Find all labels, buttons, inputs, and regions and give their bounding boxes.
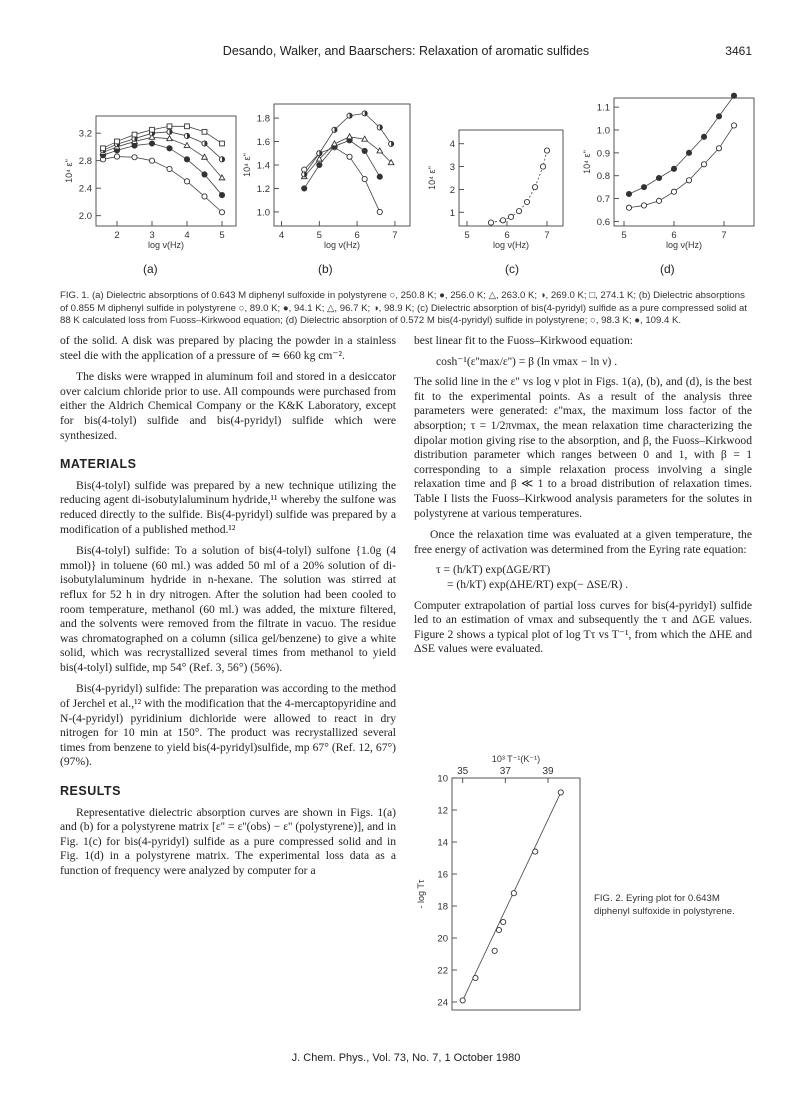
left-column	[60, 334, 396, 879]
data-point-1-6	[202, 172, 207, 177]
data-point-1-5	[701, 134, 706, 139]
data-point-4-1	[115, 139, 120, 144]
data-point-1-0	[302, 186, 307, 191]
x-tick-label: 4	[184, 230, 190, 241]
data-point-0-7	[731, 123, 736, 128]
data-point-0-5	[532, 185, 537, 190]
y-axis-label: 10⁴ ε''	[427, 166, 437, 190]
data-point-0-5	[184, 179, 189, 184]
plot-frame	[459, 130, 563, 226]
fig1a-plot	[62, 108, 242, 263]
data-point-0-4	[501, 919, 506, 924]
x-tick-label: 6	[504, 230, 510, 241]
left-p4: Bis(4-tolyl) sulfide: To a solution of bis(4-tolyl) sulfone {1.0g (4 mmol)} in toluene (60 ml.) was added 50 ml of a 20% solution of di-isobutylaluminum hydride in n-hexane. The solution was stirred at reflux for 52 h in dry nitrogen. After the solution had been cooled to room temperature, methanol (60 ml.) was added, the mixture filtered, and the solvents were removed from the filtrate in vacuo. The residue was chromatographed on a column (silica gel/benzene) to give a white solid, which was recrystallized several times from methanol to yield bis(4-tolyl) sulfide, mp 54° (Ref. 3, 56°) (56%).	[60, 544, 396, 674]
data-point-0-5	[701, 162, 706, 167]
data-point-0-3	[347, 154, 352, 159]
y-tick-label: 2.4	[78, 183, 92, 195]
data-point-0-3	[149, 158, 154, 163]
x-tick-label: 5	[219, 230, 225, 241]
y-axis-label: 10⁴ ε''	[64, 159, 74, 183]
x-tick-label: 6	[354, 230, 360, 241]
y-tick-label: 20	[437, 933, 448, 945]
plot-frame	[96, 116, 236, 226]
y-axis-label: - log Tτ	[416, 879, 426, 909]
x-axis-label: log ν(Hz)	[147, 240, 185, 250]
data-point-0-2	[492, 948, 497, 953]
x-tick-label: 5	[316, 230, 322, 241]
eyring-equation-2: = (h/kT) exp(ΔHE/RT) exp(− ΔSE/R) .	[447, 577, 629, 591]
data-point-1-0	[626, 191, 631, 196]
data-point-4-2	[132, 132, 137, 137]
data-point-0-6	[202, 194, 207, 199]
data-point-0-3	[671, 189, 676, 194]
y-tick-label: 4	[449, 139, 455, 151]
data-point-4-6	[202, 129, 207, 134]
data-point-0-3	[496, 927, 501, 932]
fuoss-kirkwood-equation: cosh⁻¹(ε''max/ε'') = β (ln νmax − ln ν) .	[436, 354, 618, 368]
data-point-0-7	[544, 148, 549, 153]
data-point-0-3	[516, 209, 521, 214]
data-point-4-4	[167, 124, 172, 129]
y-tick-label: 14	[437, 837, 448, 849]
y-tick-label: 0.9	[596, 148, 610, 160]
data-point-1-1	[641, 185, 646, 190]
data-point-0-2	[656, 198, 661, 203]
data-point-0-0	[626, 205, 631, 210]
y-tick-label: 0.8	[596, 171, 610, 183]
running-header	[0, 44, 812, 64]
y-tick-label: 1.2	[256, 183, 270, 195]
right-p4: Computer extrapolation of partial loss curves for bis(4-pyridyl) sulfide led to an estimation of νmax and subsequently the τ and ΔGE values. Figure 2 shows a typical plot of log Tτ vs T⁻¹, from which the ΔHE and ΔSE values were evaluated.	[414, 598, 752, 656]
data-point-0-6	[540, 164, 545, 169]
data-point-0-4	[167, 166, 172, 171]
data-point-0-1	[500, 218, 505, 223]
left-p1: of the solid. A disk was prepared by placing the powder in a stainless steel die with the application of a pressure of ≃ 660 kg cm⁻².	[60, 334, 396, 362]
fig1c-label: (c)	[505, 262, 519, 276]
data-point-0-4	[362, 176, 367, 181]
y-tick-label: 1	[449, 207, 455, 219]
x-axis-label: log ν(Hz)	[492, 240, 530, 250]
data-point-1-1	[317, 162, 322, 167]
data-point-0-4	[524, 199, 529, 204]
materials-heading: MATERIALS	[60, 457, 137, 472]
x-tick-label: 7	[392, 230, 398, 241]
x-tick-label: 7	[721, 230, 727, 241]
page-number: 3461	[725, 44, 752, 58]
data-point-0-6	[716, 146, 721, 151]
x-tick-label: 5	[464, 230, 470, 241]
fig1-caption: FIG. 1. (a) Dielectric absorptions of 0.643 M diphenyl sulfoxide in polystyrene ○, 250.8 K; ●, 256.0 K; △, 263.0 K; ◑, 269.0 K; □, 274.1 K; (b) Dielectric absorptions of 0.855 M diphenyl sulfide in polystyrene ○, 89.0 K; ●, 94.1 K; △, 96.7 K; ◑, 98.9 K; (c) Dielectric absorption of bis(4-pyridyl) sulfide as a pure compressed solid at 88 K calculated loss from Fuoss–Kirkwood equation; (d) Dielectric absorption of 0.572 M bis(4-pyridyl) sulfide in polystyrene; ○, 98.3 K; ●, 109.4 K.	[60, 290, 748, 327]
x-tick-label: 5	[621, 230, 627, 241]
right-p2: The solid line in the ε'' vs log ν plot in Figs. 1(a), (b), and (d), is the best fit to the experimental points. As a result of the analysis three parameters were generated: ε''max, the maximum loss factor of the absorption; τ = 1/2πνmax, the mean relaxation time characterizing the dipolar motion giving rise to the absorption, and β, the Fuoss–Kirkwood distribution parameter which ranges between 0 and 1, with β = 1 corresponding to a simple relaxation process involving a single relaxation time and β ≪ 1 to a broad distribution of relaxation times. Table I lists the Fuoss–Kirkwood analysis parameters for the solutes in polystyrene at various temperatures.	[414, 375, 752, 520]
data-point-0-5	[377, 209, 382, 214]
series-line-1	[629, 96, 734, 194]
data-point-1-4	[362, 148, 367, 153]
data-point-0-2	[132, 155, 137, 160]
left-p3: Bis(4-tolyl) sulfide was prepared by a new technique utilizing the reducing agent di-isobutylaluminum hydride,¹¹ whereby the sulfone was reduced directly to the sulfide. Bis(4-pyridyl) sulfide was prepared by a modification of a published method.¹²	[60, 478, 396, 536]
data-point-0-6	[533, 849, 538, 854]
right-column	[414, 334, 752, 657]
fig1c-plot	[425, 122, 570, 263]
fig1b-label: (b)	[318, 262, 333, 276]
y-tick-label: 18	[437, 901, 448, 913]
y-tick-label: 10	[437, 773, 448, 785]
data-point-1-3	[671, 166, 676, 171]
data-point-0-7	[219, 210, 224, 215]
data-point-1-7	[219, 192, 224, 197]
fig2-caption: FIG. 2. Eyring plot for 0.643M diphenyl sulfoxide in polystyrene.	[594, 893, 735, 917]
fig1d-plot	[580, 90, 760, 263]
journal-footer: J. Chem. Phys., Vol. 73, No. 7, 1 October 1980	[291, 1052, 521, 1064]
data-point-2-3	[347, 134, 353, 139]
y-tick-label: 0.7	[596, 194, 610, 206]
y-tick-label: 22	[437, 965, 448, 977]
data-point-1-5	[184, 157, 189, 162]
series-line-0	[103, 157, 222, 213]
y-tick-label: 3.2	[78, 128, 92, 140]
y-tick-label: 2	[449, 184, 455, 196]
data-point-1-4	[686, 150, 691, 155]
results-heading: RESULTS	[60, 784, 121, 799]
x-tick-label: 2	[114, 230, 120, 241]
left-p6: Representative dielectric absorption curves are shown in Figs. 1(a) and (b) for a polystyrene matrix [ε'' = ε''(obs) − ε'' (polystyrene)], and in Fig. 1(c) for bis(4-pyridyl) sulfide as a pure compressed solid and in Fig. 1(d) in a polystyrene matrix. The experimental loss data as a function of frequency were analyzed by computer for a	[60, 805, 396, 877]
x-tick-label: 4	[278, 230, 285, 241]
x-tick-label: 35	[457, 766, 469, 777]
fig1d-label: (d)	[660, 262, 675, 276]
x-axis-label: 10³ T⁻¹(K⁻¹)	[491, 754, 541, 764]
fig1a-label: (a)	[143, 262, 158, 276]
y-tick-label: 2.0	[78, 211, 92, 223]
data-point-4-5	[185, 124, 190, 129]
x-tick-label: 39	[542, 766, 554, 777]
x-tick-label: 37	[499, 766, 511, 777]
data-point-1-2	[656, 175, 661, 180]
data-point-1-4	[167, 146, 172, 151]
data-point-0-0	[460, 998, 465, 1003]
y-tick-label: 1.8	[256, 113, 270, 125]
eyring-equation-1: τ = (h/kT) exp(ΔGE/RT)	[436, 563, 551, 577]
y-axis-label: 10⁴ ε''	[242, 153, 252, 177]
y-tick-label: 1.0	[256, 207, 270, 219]
data-point-0-4	[686, 178, 691, 183]
left-p2: The disks were wrapped in aluminum foil and stored in a desiccator over calcium chloride prior to use. All compounds were purchased from either the Aldrich Chemical Company or the K&K Laboratory, except for bis(4-tolyl) sulfide and bis(4-pyridyl) sulfide which were synthesized.	[60, 370, 396, 442]
data-point-0-0	[488, 220, 493, 225]
data-point-0-2	[508, 214, 513, 219]
data-point-0-5	[511, 891, 516, 896]
data-point-1-3	[149, 141, 154, 146]
fig2-plot	[412, 748, 587, 1024]
y-tick-label: 1.1	[596, 102, 610, 114]
y-tick-label: 3	[449, 162, 455, 174]
data-point-4-7	[220, 141, 225, 146]
data-point-2-6	[202, 154, 208, 159]
data-point-1-7	[731, 93, 736, 98]
right-p1: best linear fit to the Fuoss–Kirkwood equation:	[414, 334, 633, 347]
y-tick-label: 12	[437, 805, 448, 817]
x-tick-label: 6	[671, 230, 677, 241]
fig1b-plot	[240, 96, 415, 263]
data-point-0-1	[114, 154, 119, 159]
y-tick-label: 1.0	[596, 125, 610, 137]
series-line-0	[629, 125, 734, 207]
data-point-0-1	[473, 975, 478, 980]
y-tick-label: 1.6	[256, 137, 270, 149]
left-p5: Bis(4-pyridyl) sulfide: The preparation was according to the method of Jerchel et al.,¹² with the modification that the 4-mercaptopyridine and N-(4-pyridyl) pyridinium dichloride were allowed to react in dry nitrogen for 10 min at 150°. The product was recrystallized several times from benzene to yield bis(4-pyridyl)sulfide, mp 67° (Ref. 12, 67°) (97%).	[60, 682, 396, 769]
x-tick-label: 3	[149, 230, 155, 241]
data-point-4-3	[150, 127, 155, 132]
data-point-0-7	[558, 790, 563, 795]
data-point-1-6	[716, 114, 721, 119]
x-tick-label: 7	[544, 230, 550, 241]
data-point-0-1	[641, 203, 646, 208]
y-axis-label: 10⁴ ε''	[582, 150, 592, 174]
series-line-0	[463, 792, 561, 1000]
series-line-1	[103, 144, 222, 196]
data-point-4-0	[101, 146, 106, 151]
data-point-2-5	[377, 148, 383, 153]
data-point-1-5	[377, 174, 382, 179]
y-tick-label: 1.4	[256, 160, 270, 172]
running-title: Desando, Walker, and Baarschers: Relaxation of aromatic sulfides	[222, 44, 590, 58]
y-tick-label: 24	[437, 997, 448, 1009]
right-p3: Once the relaxation time was evaluated at a given temperature, the free energy of activation was determined from the Eyring rate equation:	[414, 528, 752, 556]
y-tick-label: 16	[437, 869, 448, 881]
y-tick-label: 0.6	[596, 216, 610, 228]
x-axis-label: log ν(Hz)	[665, 240, 703, 250]
x-axis-label: log ν(Hz)	[323, 240, 361, 250]
series-line-1	[304, 140, 380, 188]
y-tick-label: 2.8	[78, 156, 92, 168]
